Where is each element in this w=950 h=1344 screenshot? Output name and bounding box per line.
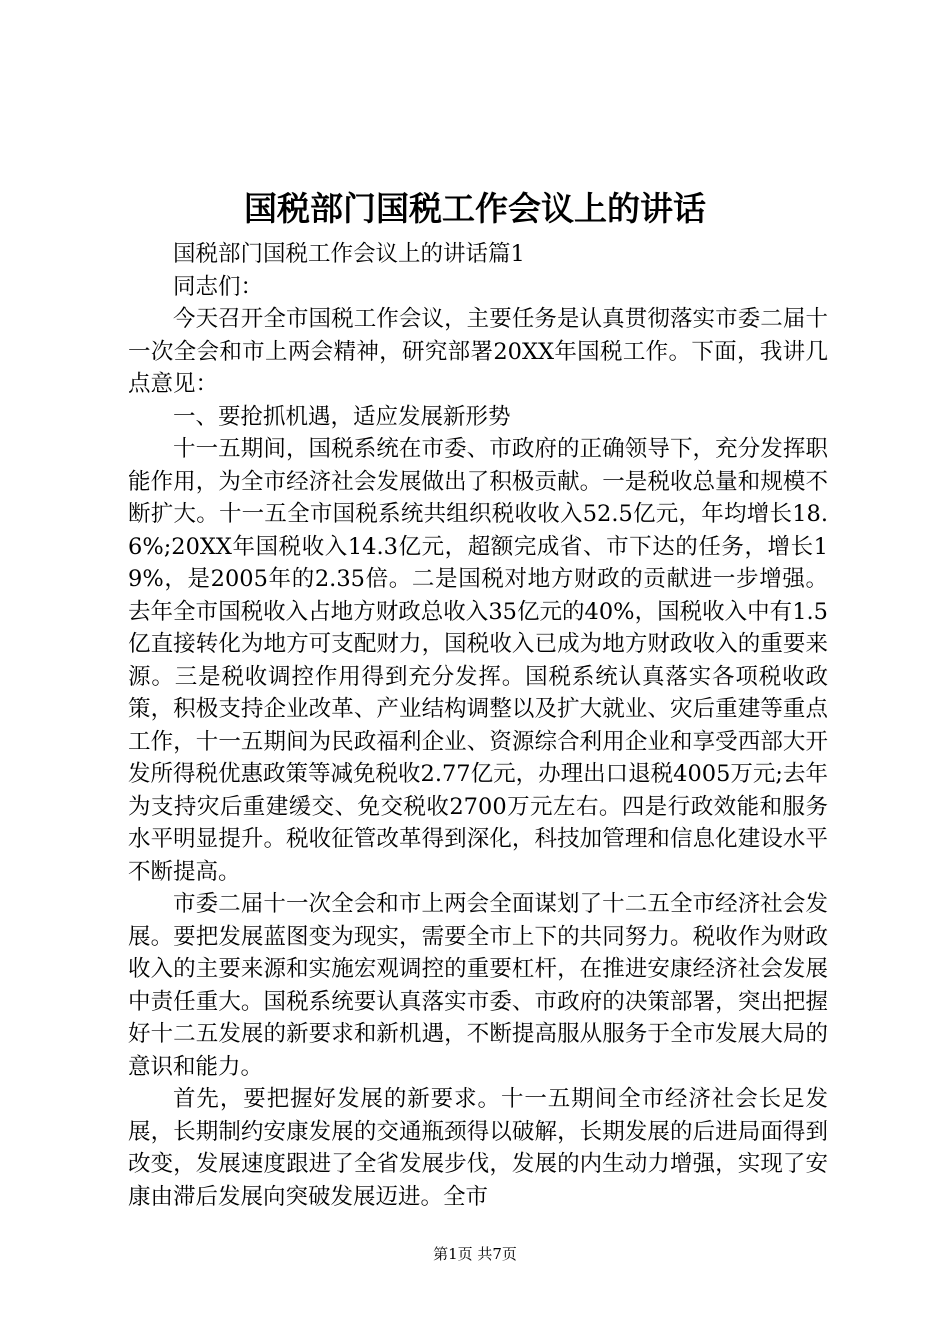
paragraph-requirements: 首先，要把握好发展的新要求。十一五期间全市经济社会长足发展，长期制约安康发展的交通瓶颈得以破解，长期发展的后进局面得到改变，发展速度跟进了全省发展步伐，发展的内生动力增强，实现了安康由滞后发展向突破发展迈进。全市 <box>128 1086 828 1210</box>
paragraph-achievements: 十一五期间，国税系统在市委、市政府的正确领导下，充分发挥职能作用，为全市经济社会发展做出了积极贡献。一是税收总量和规模不断扩大。十一五全市国税系统共组织税收收入52.5亿元，年均增长18.6%;20XX年国税收入14.3亿元，超额完成省、市下达的任务，增长19%，是2005年的2.35倍。二是国税对地方财政的贡献进一步增强。去年全市国税收入占地方财政总收入35亿元的40%，国税收入中有1.5亿直接转化为地方可支配财力，国税收入已成为地方财政收入的重要来源。三是税收调控作用得到充分发挥。国税系统认真落实各项税收政策，积极支持企业改革、产业结构调整以及扩大就业、灾后重建等重点工作，十一五期间为民政福利企业、资源综合利用企业和享受西部大开发所得税优惠政策等减免税收2.77亿元，办理出口退税4005万元;去年为支持灾后重建缓交、免交税收2700万元左右。四是行政效能和服务水平明显提升。税收征管改革得到深化，科技加管理和信息化建设水平不断提高。 <box>128 436 828 885</box>
section-heading: 国税部门国税工作会议上的讲话篇1 <box>173 241 525 267</box>
document-title: 国税部门国税工作会议上的讲话 <box>244 189 706 228</box>
paragraph-intro: 今天召开全市国税工作会议，主要任务是认真贯彻落实市委二届十一次全会和市上两会精神，研究部署20XX年国税工作。下面，我讲几点意见： <box>128 306 828 397</box>
paragraph-planning: 市委二届十一次全会和市上两会全面谋划了十二五全市经济社会发展。要把发展蓝图变为现实，需要全市上下的共同努力。税收作为财政收入的主要来源和实施宏观调控的重要杠杆，在推进安康经济社会发展中责任重大。国税系统要认真落实市委、市政府的决策部署，突出把握好十二五发展的新要求和新机遇，不断提高服从服务于全市发展大局的意识和能力。 <box>128 891 828 1080</box>
document-body <box>128 238 828 1213</box>
salutation: 同志们： <box>173 273 264 300</box>
point-heading-1: 一、要抢抓机遇，适应发展新形势 <box>173 403 511 430</box>
page-footer: 第1页 共7页 <box>433 1245 517 1263</box>
